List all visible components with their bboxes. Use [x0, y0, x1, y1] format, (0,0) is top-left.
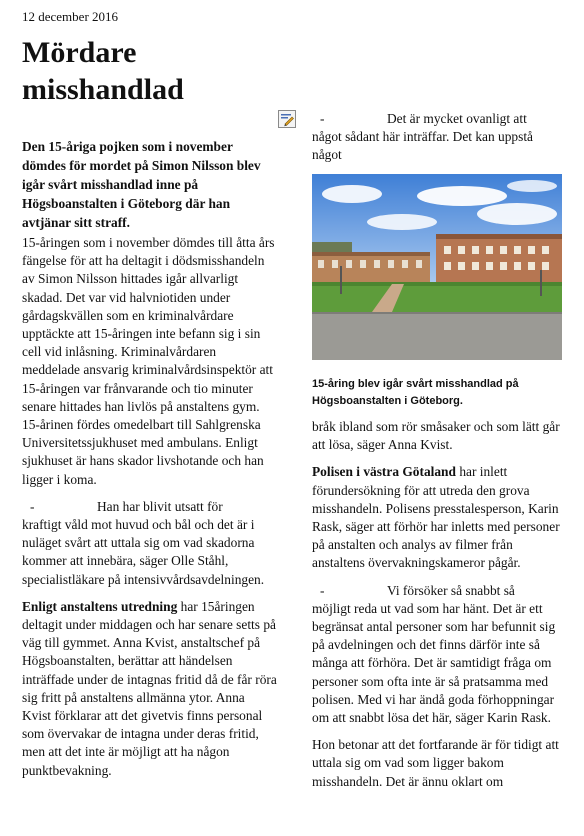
quote-first-line: Han har blivit utsatt för — [97, 498, 223, 514]
article-lead: Den 15-åriga pojken som i november dömdes för mordet på Simon Nilsson blev igår svårt misshandlad inne på Högsboanstalten i Göteborg där han avtjänar sitt straff. — [22, 139, 261, 230]
quote-rest: möjligt reda ut vad som har hänt. Det är ett begränsat antal personer som har befunnit sig på avdelningen och det finns därför inte så många att förhöra. Det är samtidigt fråga om personer som ofta inte är så pratsamma med polisen. Med vi har ändå goda förhoppningar om att snabbt lösa det här, säger Karin Rask. — [312, 600, 556, 726]
paragraph-3-lead-in: Polisen i västra Götaland — [312, 464, 456, 480]
body-paragraph-2 — [22, 598, 277, 780]
quote-dash: - — [30, 498, 35, 514]
article-headline — [22, 34, 292, 108]
paragraph-2-text: har 15åringen deltagit under middagen och har senare setts på väg till gymmet. Anna Kvist, anstaltschef på Högsboanstalten, berättar att händelsen inträffade under de intagnas fritid då de får röra sig fritt på anstaltens allmänna ytor. Anna Kvist förklarar att det givetvis finns personal som övervakar de intagna under deras fritid, men att det inte är möjligt att ha någon punktbevakning. — [22, 598, 277, 778]
headline-line-2: misshandlad — [22, 73, 184, 106]
paragraph-3-text: har inlett förundersökning för att utreda den grova misshandeln. Polisens presstalesperson, Karin Rask, säger att förhör har inletts med personer på anstalten och analys av filmer från anstaltens övervakningskameror pågår. — [312, 464, 560, 571]
quote-first-line: Vi försöker så snabbt så — [387, 582, 515, 598]
quote-rest: kraftigt våld mot huvud och bål och det är i nuläget svårt att uttala sig om vad skadorna kommer att innebära, säger Olle Ståhl, specialistläkare på intensivvårdsavdelningen. — [22, 517, 265, 587]
quote-dash: - — [320, 582, 325, 598]
right-column-top — [312, 110, 562, 165]
headline-line-1: Mördare — [22, 36, 137, 69]
quote-continued: bråk ibland som rör småsaker och som lätt går att lösa, säger Anna Kvist. — [312, 419, 560, 453]
article-date: 12 december 2016 — [22, 9, 119, 24]
photo-caption: 15-åring blev igår svårt misshandlad på Högsboanstalten i Göteborg. — [312, 378, 519, 407]
left-column — [22, 234, 277, 780]
right-column — [312, 418, 562, 791]
quote-olle-stahl — [22, 498, 277, 589]
body-paragraph-1: 15-åringen som i november dömdes till åtta års fängelse för att ha deltagit i dödsmisshandeln av Simon Nilsson hittades igår allvarligt skadad. Det var vid halvniotiden under gårdagskvällen som en kriminalvårdare upptäckte att 15-åringen inte befann sig i sin cell vid inlåsning. Kriminalvårdaren meddelade ansvarig kriminalvårdsinspektör att 15-åringen var frånvarande och tio minuter senare hittades han livlös på anstaltens gym. 15-årinen fördes omedelbart till Sahlgrenska Universitetssjukhuset med ambulans. Enligt sjukhuset är hans skador livshotande och han ligger i koma. — [22, 235, 275, 487]
body-paragraph-3 — [312, 463, 562, 572]
body-paragraph-4: Hon betonar att det fortfarande är för tidigt att uttala sig om vad som ligger bakom misshandeln. Det är ännu oklart om — [312, 737, 559, 789]
quote-karin-rask — [312, 582, 562, 728]
prison-photo — [312, 174, 562, 360]
edit-note-icon[interactable] — [278, 110, 296, 128]
quote-first-line: Det är mycket ovanligt att — [387, 111, 527, 126]
quote-rest: något sådant här inträffar. Det kan uppstå något — [312, 129, 533, 163]
paragraph-2-lead-in: Enligt anstaltens utredning — [22, 598, 178, 614]
quote-dash: - — [320, 111, 325, 126]
